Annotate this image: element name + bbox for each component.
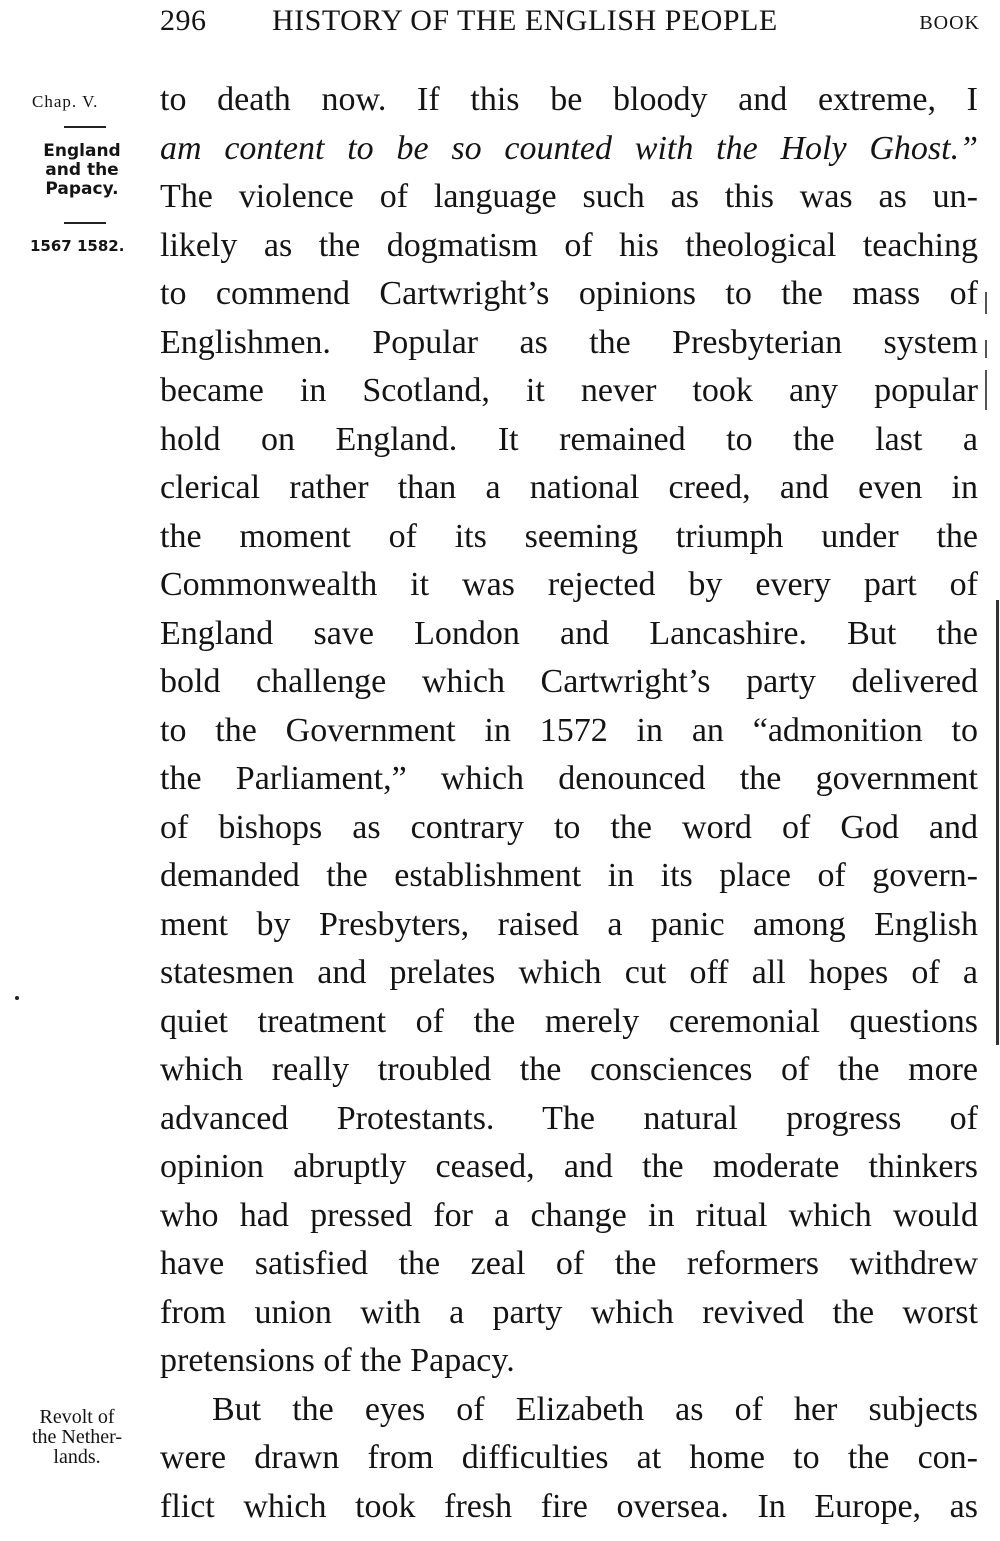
- paragraph-2: [160, 1386, 978, 1532]
- text-line: demanded the establishment in its place of govern-: [160, 857, 978, 894]
- margin-bar-mark: [996, 600, 999, 1045]
- text-line: quiet treatment of the merely ceremonial questions: [160, 1002, 978, 1040]
- text-line: the moment of its seeming triumph under the: [160, 517, 978, 555]
- text-line: of bishops as contrary to the word of God and: [160, 808, 978, 846]
- text-line: pretensions of the Papacy.: [160, 1342, 515, 1379]
- margin-note-revolt-netherlands: [14, 1407, 140, 1467]
- text-line: The violence of language such as this was as un-: [160, 178, 978, 215]
- text-line: ment by Presbyters, raised a panic among English: [160, 905, 978, 943]
- chapter-rule: [64, 126, 106, 128]
- margin-note-england-papacy: [28, 142, 136, 199]
- text-line: to the Government in 1572 in an “admonition to: [160, 711, 978, 749]
- margin-years: 1567 1582.: [30, 237, 125, 255]
- text-line: became in Scotland, it never took any popular: [160, 372, 978, 409]
- margin-tick-mark: [985, 340, 987, 358]
- text-line: have satisfied the zeal of the reformers withdrew: [160, 1245, 978, 1282]
- page-number: 296: [160, 4, 207, 37]
- chapter-label: Chap. V.: [32, 92, 99, 111]
- text-line: opinion abruptly ceased, and the moderate thinkers: [160, 1148, 978, 1185]
- running-title: HISTORY OF THE ENGLISH PEOPLE: [272, 4, 778, 37]
- margin-note-line: the Nether-: [31, 1426, 123, 1448]
- book-label: BOOK: [919, 12, 980, 34]
- margin-tick-mark: [985, 370, 987, 410]
- margin-note-line: England: [43, 141, 121, 161]
- text-line: Englishmen. Popular as the Presbyterian system: [160, 323, 978, 361]
- text-line: who had pressed for a change in ritual which would: [160, 1196, 978, 1234]
- text-line: advanced Protestants. The natural progress of: [160, 1099, 978, 1137]
- paragraph-1: [160, 76, 978, 1386]
- text-line: from union with a party which revived the worst: [160, 1293, 978, 1331]
- stray-mark: [15, 996, 19, 1000]
- text-line: But the eyes of Elizabeth as of her subjects: [212, 1390, 978, 1428]
- years-rule: [64, 222, 106, 224]
- text-line: likely as the dogmatism of his theological teaching: [160, 226, 978, 264]
- body-text: [160, 76, 978, 1531]
- text-line: which really troubled the consciences of the more: [160, 1051, 978, 1088]
- margin-tick-mark: [985, 292, 987, 314]
- text-line: were drawn from difficulties at home to the con-: [160, 1439, 978, 1476]
- text-line: Commonwealth it was rejected by every part of: [160, 566, 978, 603]
- text-line: flict which took fresh fire oversea. In Europe, as: [160, 1487, 978, 1525]
- text-line: the Parliament,” which denounced the government: [160, 760, 978, 797]
- text-line: England save London and Lancashire. But the: [160, 614, 978, 652]
- margin-note-line: and the: [45, 160, 119, 180]
- margin-note-line: Papacy.: [45, 179, 119, 199]
- text-line: to death now. If this be bloody and extreme, I: [160, 81, 978, 118]
- margin-note-line: lands.: [53, 1446, 101, 1468]
- text-line: clerical rather than a national creed, and even in: [160, 469, 978, 506]
- text-line: am content to be so counted with the Holy Ghost.”: [160, 129, 978, 167]
- text-line: statesmen and prelates which cut off all hopes of a: [160, 954, 978, 991]
- text-line: bold challenge which Cartwright’s party delivered: [160, 663, 978, 700]
- text-line: hold on England. It remained to the last a: [160, 420, 978, 458]
- margin-note-line: Revolt of: [39, 1406, 115, 1428]
- text-line: to commend Cartwright’s opinions to the mass of: [160, 275, 978, 312]
- running-header: [160, 4, 980, 44]
